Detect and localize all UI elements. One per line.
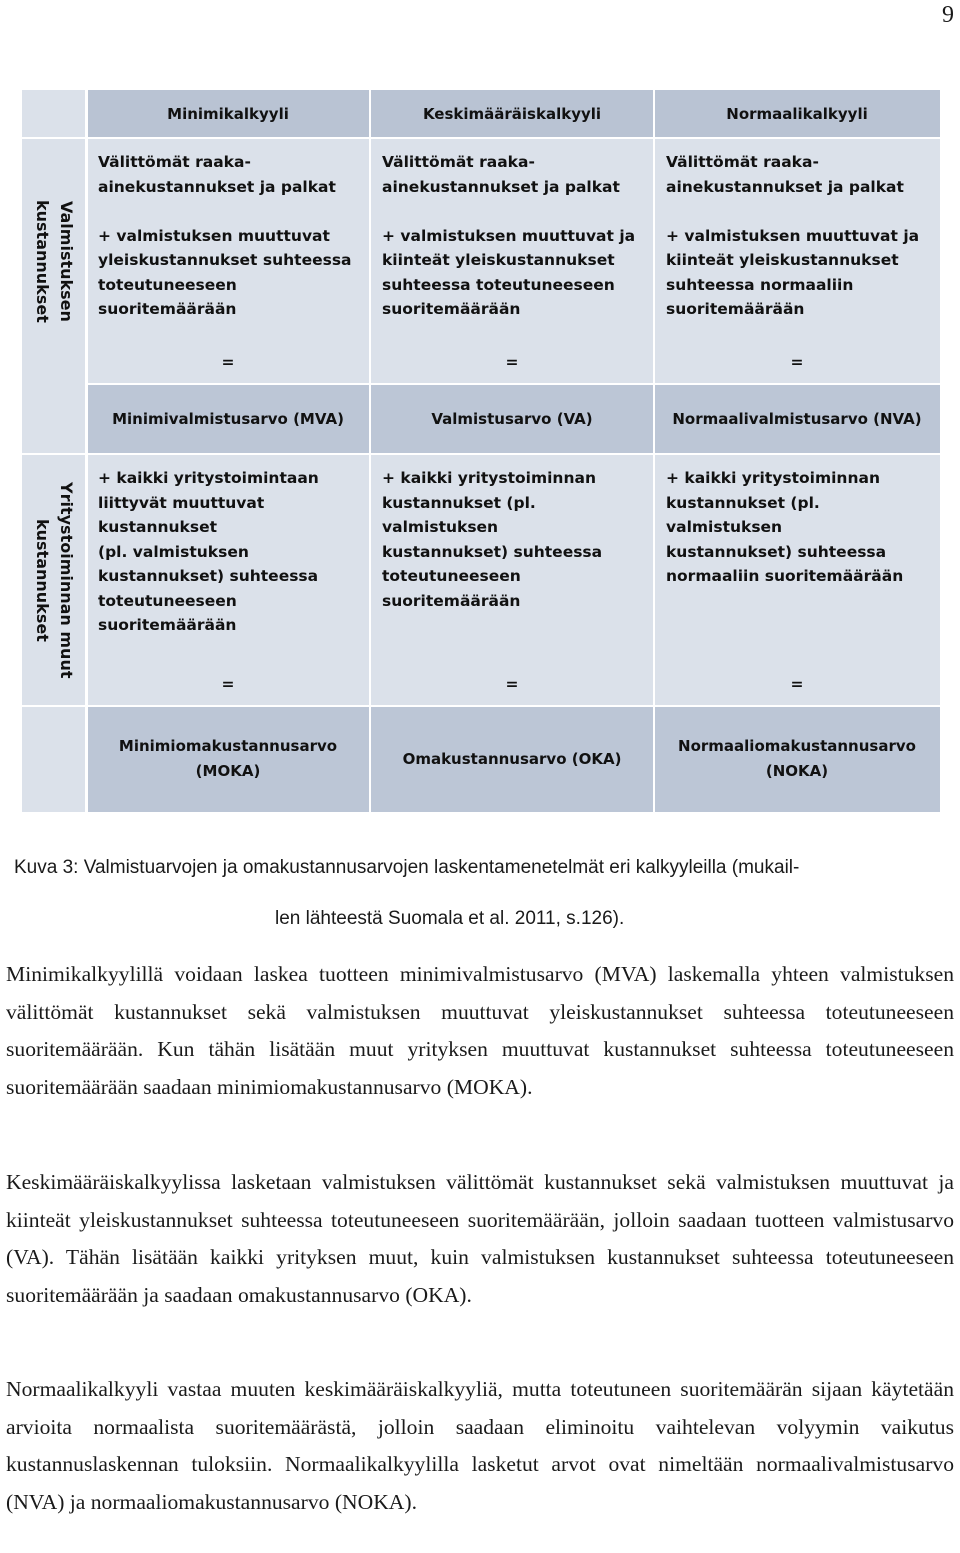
equals-sign: = <box>505 674 519 693</box>
other-costs-normaali <box>654 454 940 706</box>
other-costs-normaali-text: + kaikki yritystoiminnan kustannukset (pl. valmistuksen kustannukset) suhteessa normaaliin suoritemäärään <box>666 469 904 585</box>
other-costs-minimi-text: + kaikki yritystoimintaan liittyvät muuttuvat kustannukset (pl. valmistuksen kustannukset) suhteessa toteutuneeseen suoritemäärään <box>98 469 319 634</box>
paragraph-normaalikalkyyli: Normaalikalkyyli vastaa muuten keskimääräiskalkyyliä, mutta toteutuneen suoritemäärän sijaan käytetään arvioita normaalista suoritemäärästä, jolloin saadaan eliminoitu vaihtelevan volyymin vaikutus kustannuslaskennan tuloksiin. Normaalikalkyylilla lasketut arvot ovat nimeltään normaalivalmistusarvo (NVA) ja normaaliomakustannusarvo (NOKA). <box>6 1377 954 1514</box>
value-moka <box>86 706 370 812</box>
equals-sign: = <box>221 352 235 371</box>
manufacturing-costs-keskimaarainen-text: Välittömät raaka- ainekustannukset ja palkat + valmistuksen muuttuvat ja kiinteät yleiskustannukset suhteessa toteutuneeseen suoritemäärään <box>382 153 636 318</box>
value-noka-text: Normaaliomakustannusarvo (NOKA) <box>678 737 916 780</box>
page-number: 9 <box>942 2 954 28</box>
side-label-other-costs <box>22 454 86 706</box>
grid-line <box>86 383 940 385</box>
header-normaalikalkyyli: Normaalikalkyyli <box>654 90 940 138</box>
equals-sign: = <box>221 674 235 693</box>
side-label-manufacturing-costs <box>22 138 86 384</box>
row2-side-cell <box>22 384 86 454</box>
header-minimikalkyyli: Minimikalkyyli <box>86 90 370 138</box>
grid-line <box>369 90 371 812</box>
row4-side-cell <box>22 706 86 812</box>
other-costs-minimi <box>86 454 370 706</box>
side-label-manufacturing-text: Valmistuksen kustannukset <box>33 199 76 323</box>
grid-line <box>22 705 940 707</box>
value-nva: Normaalivalmistusarvo (NVA) <box>654 384 940 454</box>
grid-line <box>22 137 940 139</box>
equals-sign: = <box>505 352 519 371</box>
header-keskimaaraiskalkyyli: Keskimääräiskalkyyli <box>370 90 654 138</box>
equals-sign: = <box>790 674 804 693</box>
grid-line <box>85 90 88 812</box>
value-moka-text: Minimiomakustannusarvo (MOKA) <box>118 737 338 780</box>
paragraph-minimikalkyyli: Minimikalkyylillä voidaan laskea tuotteen minimivalmistusarvo (MVA) laskemalla yhteen valmistuksen välittömät kustannukset sekä valmistuksen muuttuvat yleiskustannukset suhteessa toteutuneeseen suoritemäärään. Kun tähän lisätään muut yrityksen muuttuvat kustannukset suhteessa toteutuneeseen suoritemäärään saadaan minimiomakustannusarvo (MOKA). <box>6 962 954 1099</box>
manufacturing-costs-minimi <box>86 138 370 384</box>
equals-sign: = <box>790 352 804 371</box>
grid-line <box>653 90 655 812</box>
other-costs-keskimaarainen-text: + kaikki yritystoiminnan kustannukset (pl. valmistuksen kustannukset) suhteessa toteutuneeseen suoritemäärään <box>382 469 603 610</box>
grid-line <box>22 453 940 455</box>
manufacturing-costs-keskimaarainen <box>370 138 654 384</box>
manufacturing-costs-minimi-text: Välittömät raaka- ainekustannukset ja palkat + valmistuksen muuttuvat yleiskustannukset suhteessa toteutuneeseen suoritemäärään <box>98 153 352 318</box>
value-noka <box>654 706 940 812</box>
other-costs-keskimaarainen <box>370 454 654 706</box>
corner-cell <box>22 90 86 138</box>
side-label-other-text: Yritystoiminnan muut kustannukset <box>33 481 76 679</box>
costing-methods-figure <box>22 90 940 812</box>
figure-caption-line-2: len lähteestä Suomala et al. 2011, s.126). <box>275 908 625 929</box>
paragraph-keskimaaraiskalkyyli: Keskimääräiskalkyylissa lasketaan valmistuksen välittömät kustannukset sekä valmistuksen muuttuvat ja kiinteät yleiskustannukset suhteessa toteutuneeseen suoritemäärään, jolloin saadaan tuotteen valmistusarvo (VA). Tähän lisätään kaikki yrityksen muut, kuin valmistuksen kustannukset suhteessa toteutuneeseen suoritemäärään ja saadaan omakustannusarvo (OKA). <box>6 1170 954 1307</box>
value-mva: Minimivalmistusarvo (MVA) <box>86 384 370 454</box>
manufacturing-costs-normaali-text: Välittömät raaka- ainekustannukset ja palkat + valmistuksen muuttuvat ja kiinteät yleiskustannukset suhteessa normaaliin suoritemäärään <box>666 153 920 318</box>
value-oka <box>370 706 654 812</box>
figure-caption-line-1: Kuva 3: Valmistuarvojen ja omakustannusarvojen laskentamenetelmät eri kalkyyleilla (mukail- <box>14 857 800 878</box>
value-va: Valmistusarvo (VA) <box>370 384 654 454</box>
value-oka-text: Omakustannusarvo (OKA) <box>402 749 622 768</box>
manufacturing-costs-normaali <box>654 138 940 384</box>
